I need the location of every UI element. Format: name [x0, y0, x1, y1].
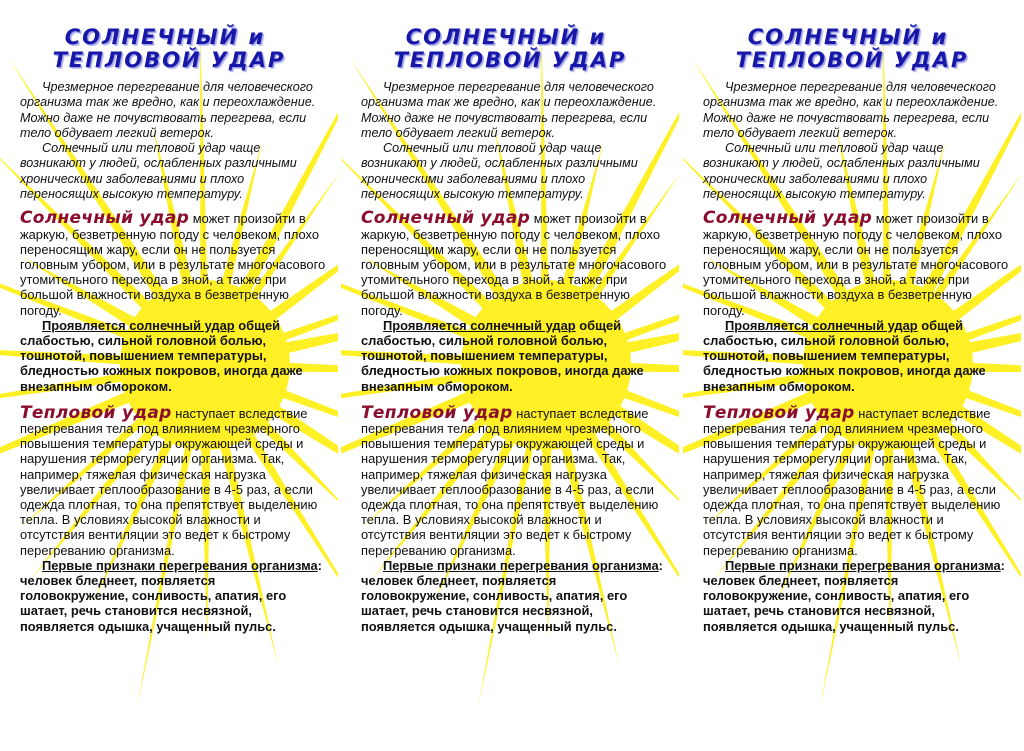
heatstroke-text: наступает вследствие перегревания тела под влиянием чрезмерного повышения температуры окружающей среды и нарушения терморегуляции организма. Так, например, тяжелая физическая нагрузка увеличивает теплообразование в 4-5 раз, а если одежда плотная, то она препятствует выделению тепла. В условиях высокой влажности и отсутствия вентиляции это ведет к быстрому перегреванию организма.: [361, 405, 659, 558]
leaflet-column-1: [0, 0, 338, 751]
heatstroke-heading: Тепловой удар: [361, 402, 513, 423]
title-line-2: ТЕПЛОВОЙ УДАР: [735, 48, 969, 72]
sunstroke-text: может произойти в жаркую, безветренную погоду с человеком, плохо переносящим жару, если он не пользуется головным убором, или в результате многочасового утомительного перехода в зной, а также при большой влажности воздуха в безветренную погоду.: [703, 211, 1009, 318]
column-content: [341, 26, 667, 634]
leaflet-title: [365, 26, 655, 72]
intro-paragraph-2: Солнечный или тепловой удар чаще возникают у людей, ослабленных различными хроническими заболеваниями и плохо переносящих высокую температуру.: [361, 141, 638, 202]
heatstroke-section: [703, 402, 1009, 634]
sunstroke-symptoms: [703, 318, 1009, 394]
sunstroke-symptoms: [20, 318, 326, 394]
sunstroke-symptoms-text: общей слабостью, сильной головной болью, тошнотой, повышением температуры, бледностью кожных покровов, иногда даже внезапным обмороком.: [20, 317, 303, 394]
heatstroke-text: наступает вследствие перегревания тела под влиянием чрезмерного повышения температуры окружающей среды и нарушения терморегуляции организма. Так, например, тяжелая физическая нагрузка увеличивает теплообразование в 4-5 раз, а если одежда плотная, то она препятствует выделению тепла. В условиях высокой влажности и отсутствия вентиляции это ведет к быстрому перегреванию организма.: [20, 405, 318, 558]
title-line-1: СОЛНЕЧНЫЙ и: [64, 25, 266, 49]
leaflet-title: [707, 26, 997, 72]
sunstroke-text: может произойти в жаркую, безветренную погоду с человеком, плохо переносящим жару, если он не пользуется головным убором, или в результате многочасового утомительного перехода в зной, а также при большой влажности воздуха в безветренную погоду.: [20, 211, 326, 318]
first-signs-lead: Первые признаки перегревания организма: [383, 557, 659, 573]
column-content: [0, 26, 326, 634]
intro-paragraph-1: Чрезмерное перегревание для человеческого организма так же вредно, как и переохлаждение. Можно даже не почувствовать перегрева, если тело обдувает легкий ветерок.: [703, 80, 999, 140]
leaflet-column-3: [683, 0, 1021, 751]
first-signs-lead: Первые признаки перегревания организма: [42, 557, 318, 573]
title-line-2: ТЕПЛОВОЙ УДАР: [52, 48, 286, 72]
sunstroke-heading: Солнечный удар: [20, 208, 190, 229]
intro-section: [20, 80, 326, 202]
heatstroke-heading: Тепловой удар: [20, 402, 172, 423]
heatstroke-section: [20, 402, 326, 634]
heatstroke-paragraph: [361, 402, 667, 558]
intro-paragraph-1: Чрезмерное перегревание для человеческого организма так же вредно, как и переохлаждение. Можно даже не почувствовать перегрева, если тело обдувает легкий ветерок.: [20, 80, 316, 140]
sunstroke-symptoms-lead: Проявляется солнечный удар: [725, 317, 918, 333]
title-line-1: СОЛНЕЧНЫЙ и: [405, 25, 607, 49]
sunstroke-paragraph: [361, 208, 667, 318]
heatstroke-paragraph: [20, 402, 326, 558]
sunstroke-section: [20, 208, 326, 394]
sunstroke-heading: Солнечный удар: [361, 208, 531, 229]
first-signs: [703, 558, 1009, 634]
first-signs-text: : человек бледнеет, появляется головокружение, сонливость, апатия, его шатает, речь становится несвязной, появляется одышка, учащенный пульс.: [703, 557, 1005, 634]
first-signs-lead: Первые признаки перегревания организма: [725, 557, 1001, 573]
sunstroke-section: [361, 208, 667, 394]
first-signs: [361, 558, 667, 634]
first-signs: [20, 558, 326, 634]
intro-section: [703, 80, 1009, 202]
column-content: [683, 26, 1009, 634]
heatstroke-text: наступает вследствие перегревания тела под влиянием чрезмерного повышения температуры окружающей среды и нарушения терморегуляции организма. Так, например, тяжелая физическая нагрузка увеличивает теплообразование в 4-5 раз, а если одежда плотная, то она препятствует выделению тепла. В условиях высокой влажности и отсутствия вентиляции это ведет к быстрому перегреванию организма.: [703, 405, 1001, 558]
sunstroke-symptoms: [361, 318, 667, 394]
sunstroke-paragraph: [703, 208, 1009, 318]
heatstroke-heading: Тепловой удар: [703, 402, 855, 423]
title-line-2: ТЕПЛОВОЙ УДАР: [393, 48, 627, 72]
sunstroke-section: [703, 208, 1009, 394]
heatstroke-section: [361, 402, 667, 634]
intro-section: [361, 80, 667, 202]
sunstroke-symptoms-text: общей слабостью, сильной головной болью, тошнотой, повышением температуры, бледностью кожных покровов, иногда даже внезапным обмороком.: [361, 317, 644, 394]
sunstroke-paragraph: [20, 208, 326, 318]
sunstroke-heading: Солнечный удар: [703, 208, 873, 229]
sunstroke-symptoms-lead: Проявляется солнечный удар: [383, 317, 576, 333]
sunstroke-symptoms-lead: Проявляется солнечный удар: [42, 317, 235, 333]
first-signs-text: : человек бледнеет, появляется головокружение, сонливость, апатия, его шатает, речь становится несвязной, появляется одышка, учащенный пульс.: [361, 557, 663, 634]
intro-paragraph-2: Солнечный или тепловой удар чаще возникают у людей, ослабленных различными хроническими заболеваниями и плохо переносящих высокую температуру.: [20, 141, 297, 202]
intro-paragraph-1: Чрезмерное перегревание для человеческого организма так же вредно, как и переохлаждение. Можно даже не почувствовать перегрева, если тело обдувает легкий ветерок.: [361, 80, 657, 140]
sunstroke-symptoms-text: общей слабостью, сильной головной болью, тошнотой, повышением температуры, бледностью кожных покровов, иногда даже внезапным обмороком.: [703, 317, 986, 394]
leaflet-title: [24, 26, 314, 72]
sunstroke-text: может произойти в жаркую, безветренную погоду с человеком, плохо переносящим жару, если он не пользуется головным убором, или в результате многочасового утомительного перехода в зной, а также при большой влажности воздуха в безветренную погоду.: [361, 211, 667, 318]
title-line-1: СОЛНЕЧНЫЙ и: [747, 25, 949, 49]
intro-paragraph-2: Солнечный или тепловой удар чаще возникают у людей, ослабленных различными хроническими заболеваниями и плохо переносящих высокую температуру.: [703, 141, 980, 202]
leaflet-column-2: [341, 0, 679, 751]
first-signs-text: : человек бледнеет, появляется головокружение, сонливость, апатия, его шатает, речь становится несвязной, появляется одышка, учащенный пульс.: [20, 557, 322, 634]
heatstroke-paragraph: [703, 402, 1009, 558]
